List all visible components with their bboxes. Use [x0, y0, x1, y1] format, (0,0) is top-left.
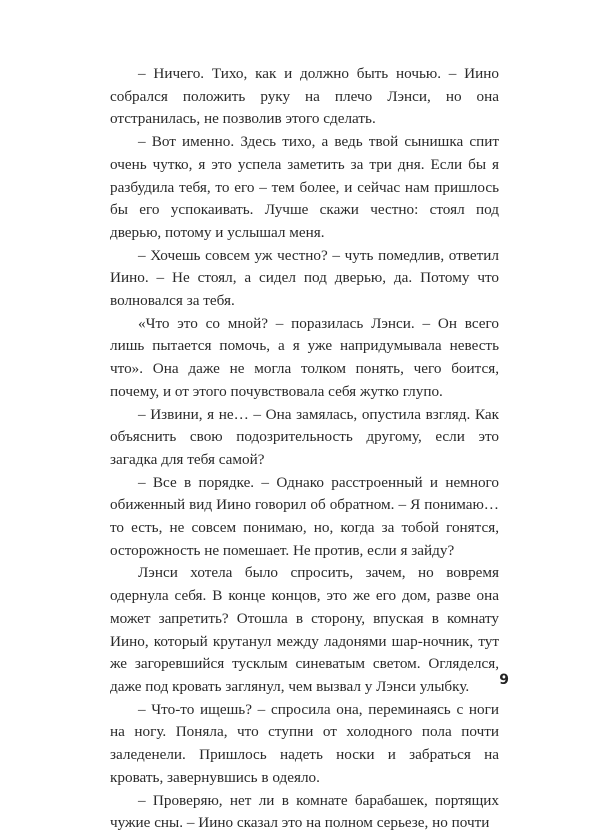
paragraph-5: – Извини, я не… – Она замялась, опустила взгляд. Как объяснить свою подозрительность другому, если это загадка для тебя самой?: [110, 405, 499, 468]
paragraph-7: Лэнси хотела было спросить, зачем, но вовремя одернула себя. В конце концов, это же его дом, разве она может запретить? Отошла в сторону, впуская в комнату Иино, который крутанул между ладонями шар-ночник, тут же загоревшийся тусклым синеватым светом. Огляделся, даже под кровать заглянул, чем вызвал у Лэнси улыбку.: [110, 564, 499, 695]
paragraph-6: – Все в порядке. – Однако расстроенный и немного обиженный вид Иино говорил об обратном. – Я понимаю… то есть, не совсем понимаю, но, когда за тобой гонятся, осторожность не помешает. Не против, если я зайду?: [110, 473, 499, 559]
page-number: 9: [499, 672, 509, 688]
paragraph-2: – Вот именно. Здесь тихо, а ведь твой сынишка спит очень чутко, я это успела заметить за три дня. Если бы я разбудила тебя, то его – тем более, и сейчас нам пришлось бы его успокаивать. Лучше скажи честно: стоял под дверью, потому и услышал меня.: [110, 133, 499, 241]
body-text: [110, 63, 499, 835]
paragraph-1: – Ничего. Тихо, как и должно быть ночью. – Иино собрался положить руку на плечо Лэнси, но она отстранилась, не позволив этого сделать.: [110, 65, 499, 128]
paragraph-4: «Что это со мной? – поразилась Лэнси. – Он всего лишь пытается помочь, а я уже напридумывала невесть что». Она даже не могла толком понять, чего боится, почему, и от этого почувствовала себя жутко глупо.: [110, 314, 499, 400]
paragraph-3: – Хочешь совсем уж честно? – чуть помедлив, ответил Иино. – Не стоял, а сидел под дверью, да. Потому что волновался за тебя.: [110, 246, 499, 310]
paragraph-8: – Что-то ищешь? – спросила она, переминаясь с ноги на ногу. Поняла, что ступни от холодного пола почти заледенели. Пришлось надеть носки и забраться на кровать, завернувшись в одеяло.: [110, 700, 499, 786]
paragraph-9: – Проверяю, нет ли в комнате барабашек, портящих чужие сны. – Иино сказал это на полном серьезе, но почти: [110, 791, 499, 832]
